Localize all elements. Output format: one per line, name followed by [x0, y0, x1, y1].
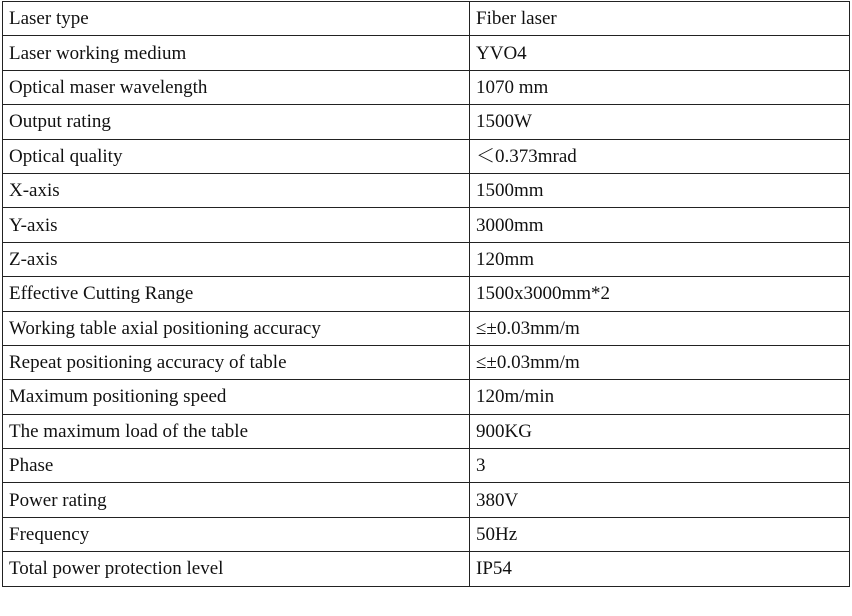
spec-value: 120mm	[470, 242, 850, 276]
spec-label: Maximum positioning speed	[3, 380, 470, 414]
spec-value: 1500W	[470, 105, 850, 139]
table-row	[3, 70, 850, 104]
spec-label: Working table axial positioning accuracy	[3, 311, 470, 345]
spec-label: Optical maser wavelength	[3, 70, 470, 104]
table-row	[3, 311, 850, 345]
spec-label: The maximum load of the table	[3, 414, 470, 448]
spec-label: Repeat positioning accuracy of table	[3, 345, 470, 379]
table-row	[3, 380, 850, 414]
spec-label: Z-axis	[3, 242, 470, 276]
spec-label: Optical quality	[3, 139, 470, 173]
spec-value: 1500x3000mm*2	[470, 277, 850, 311]
spec-value: 380V	[470, 483, 850, 517]
spec-value: 1500mm	[470, 173, 850, 207]
spec-label: Output rating	[3, 105, 470, 139]
spec-value: ≤±0.03mm/m	[470, 311, 850, 345]
spec-value: 900KG	[470, 414, 850, 448]
table-row	[3, 36, 850, 70]
table-row	[3, 483, 850, 517]
spec-value: 50Hz	[470, 517, 850, 551]
table-row	[3, 277, 850, 311]
spec-value: 120m/min	[470, 380, 850, 414]
spec-label: Frequency	[3, 517, 470, 551]
table-row	[3, 139, 850, 173]
table-row	[3, 105, 850, 139]
table-row	[3, 242, 850, 276]
spec-value: 3000mm	[470, 208, 850, 242]
spec-value: YVO4	[470, 36, 850, 70]
spec-label: Phase	[3, 449, 470, 483]
spec-label: Effective Cutting Range	[3, 277, 470, 311]
spec-value: 1070 mm	[470, 70, 850, 104]
table-row	[3, 414, 850, 448]
spec-value: 3	[470, 449, 850, 483]
table-row	[3, 208, 850, 242]
table-row	[3, 552, 850, 586]
spec-value: ≤±0.03mm/m	[470, 345, 850, 379]
spec-label: Total power protection level	[3, 552, 470, 586]
table-row	[3, 173, 850, 207]
table-row	[3, 2, 850, 36]
spec-label: Power rating	[3, 483, 470, 517]
spec-value: IP54	[470, 552, 850, 586]
spec-table	[2, 1, 850, 587]
table-row	[3, 345, 850, 379]
spec-label: X-axis	[3, 173, 470, 207]
table-row	[3, 517, 850, 551]
spec-table-body	[3, 2, 850, 587]
spec-value: Fiber laser	[470, 2, 850, 36]
spec-label: Laser working medium	[3, 36, 470, 70]
table-row	[3, 449, 850, 483]
spec-value: ＜0.373mrad	[470, 139, 850, 173]
spec-label: Laser type	[3, 2, 470, 36]
spec-label: Y-axis	[3, 208, 470, 242]
